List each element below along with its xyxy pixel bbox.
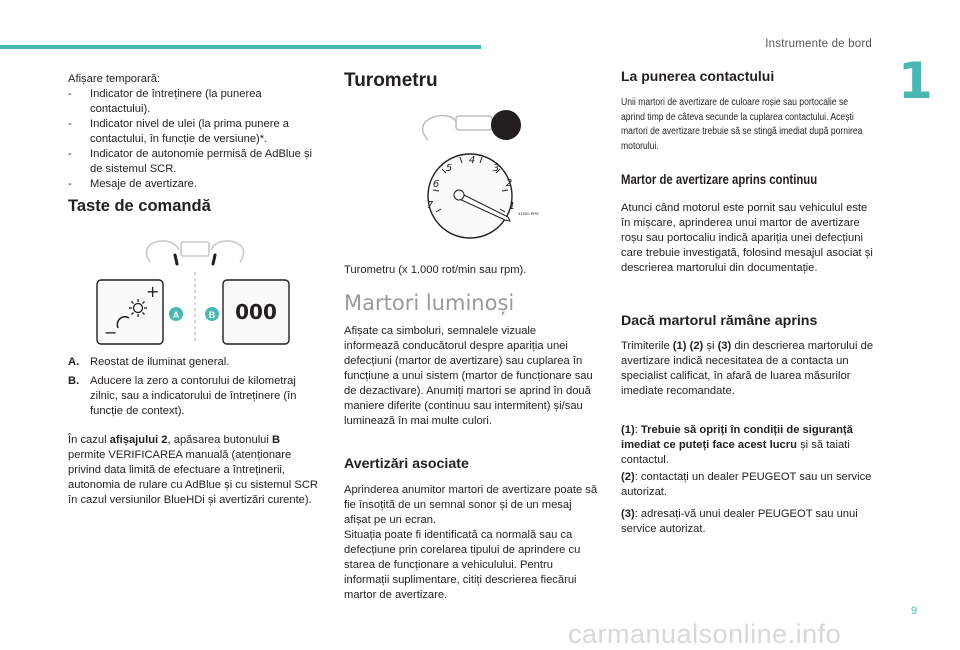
gauge-number: 7 xyxy=(426,200,434,211)
associated-warnings-text-2: Situația poate fi identificată ca normală sau ca defecțiune prin corelarea tipului de aprindere cu starea de funcționare a vehiculului. Pentru informații suplimentare, citiți descrierea fiecărui martor de avertizare. xyxy=(344,529,581,601)
button-b-label: 000 xyxy=(235,300,277,324)
lamp-remains-on-text: Trimiterile (1) (2) și (3) din descrierea martorului de avertizare indică necesitatea de a contacta un specialist calificat, în afară de luarea măsurilor imediate recomandate. xyxy=(621,340,874,397)
gauge-number: 2 xyxy=(505,178,513,189)
svg-text:B: B xyxy=(208,310,216,320)
plus-sign: + xyxy=(146,282,160,301)
warning-lamps-text: Afișate ca simboluri, semnalele vizuale informează conducătorul despre apariția unei defecțiuni (martor de avertizare) sau cuplarea în funcțiune a unui sistem (martor de funcționare sau de dezactivare). Anumiți martori se aprind în două maniere diferite (continuu sau intermitent) și/sau luminează în mai multe culori. xyxy=(344,325,593,427)
minus-sign: − xyxy=(104,323,118,342)
list-item: - Mesaje de avertizare. xyxy=(68,178,197,190)
display-2-paragraph: În cazul afișajului 2, apăsarea butonului B permite VERIFICAREA manuală (atenționare privind data limită de efectuare a întreținerii, autonomia de rulare cu AdBlue și cu sistemul SCR în cazul versiunilor BlueHDi și avertizări curente). xyxy=(68,434,318,506)
ignition-heading: La punerea contactului xyxy=(621,68,775,84)
associated-warnings-text-1: Aprinderea anumitor martori de avertizare poate să fie însoțită de un semnal sonor și de un mesaj afișat pe un ecran. xyxy=(344,484,598,526)
header-accent-bar xyxy=(0,45,481,49)
svg-text:A: A xyxy=(172,310,180,320)
list-item: - Indicator de autonomie permisă de AdBlue și de sistemul SCR. xyxy=(68,148,313,175)
chapter-number: 1 xyxy=(898,52,933,110)
control-buttons-illustration xyxy=(95,228,295,346)
watermark: carmanualsonline.info xyxy=(568,619,842,649)
gauge-number: 5 xyxy=(445,163,453,174)
list-item: - Indicator de întreținere (la punerea contactului). xyxy=(68,88,262,115)
stalk-left xyxy=(175,255,177,264)
stalk-right xyxy=(213,255,215,264)
reference-1: (1): Trebuie să opriți în condiții de siguranță imediat ce puteți face acest lucru și să taiati contactul. xyxy=(621,424,853,466)
gauge-number: 6 xyxy=(432,179,440,190)
tachometer-dial xyxy=(428,154,512,238)
highlighted-dial xyxy=(491,110,521,140)
list-item: A. Reostat de iluminat general. xyxy=(68,356,230,368)
lamp-remains-on-heading: Dacă martorul rămâne aprins xyxy=(621,313,818,329)
tachometer-illustration xyxy=(400,108,539,240)
controls-legend xyxy=(68,355,318,423)
page-number: 9 xyxy=(911,605,918,617)
continuous-warning-text: Atunci când motorul este pornit sau vehiculul este în mișcare, aprinderea unui martor de avertizare roșu sau portocaliu indică apariția unei defecțiuni care trebuie investigată, folosind mesajul asociat și descrierea martorului din documentație. xyxy=(621,202,873,274)
gauge-number: 4 xyxy=(468,155,476,166)
dashboard-outline xyxy=(147,241,244,262)
list-item: B. Aducere la zero a contorului de kilometraj zilnic, sau a indicatorului de întreținere (în funcție de context). xyxy=(68,375,297,417)
gauge-number: 1 xyxy=(508,201,516,212)
continuous-warning-heading: Martor de avertizare aprins continuu xyxy=(621,172,818,188)
section-title: Instrumente de bord xyxy=(765,38,872,50)
warning-lamps-heading: Martori luminoși xyxy=(344,291,515,315)
temporary-display-block xyxy=(68,72,318,192)
tachometer-caption: Turometru (x 1.000 rot/min sau rpm). xyxy=(344,264,527,276)
gauge-number: 3 xyxy=(492,163,500,174)
list-item: - Indicator nivel de ulei (la prima punere a contactului, în funcție de versiune)*. xyxy=(68,118,289,145)
tachometer-heading: Turometru xyxy=(344,70,438,91)
gauge-unit: X1000 RPM xyxy=(518,212,539,216)
intro-text: Afișare temporară: xyxy=(68,73,161,85)
ignition-text: Unii martori de avertizare de culoare roșie sau portocalie se aprind timp de câteva secunde la cuplarea contactului. Acești martori de avertizare trebuie să se stingă imediat după pornirea motorului. xyxy=(621,97,863,152)
reference-2: (2): contactați un dealer PEUGEOT sau un service autorizat. xyxy=(621,471,872,498)
associated-warnings-heading: Avertizări asociate xyxy=(344,456,469,472)
controls-heading: Taste de comandă xyxy=(68,197,211,215)
reference-3: (3): adresați-vă unui dealer PEUGEOT sau unui service autorizat. xyxy=(621,508,858,535)
dashboard-outline xyxy=(423,116,492,140)
